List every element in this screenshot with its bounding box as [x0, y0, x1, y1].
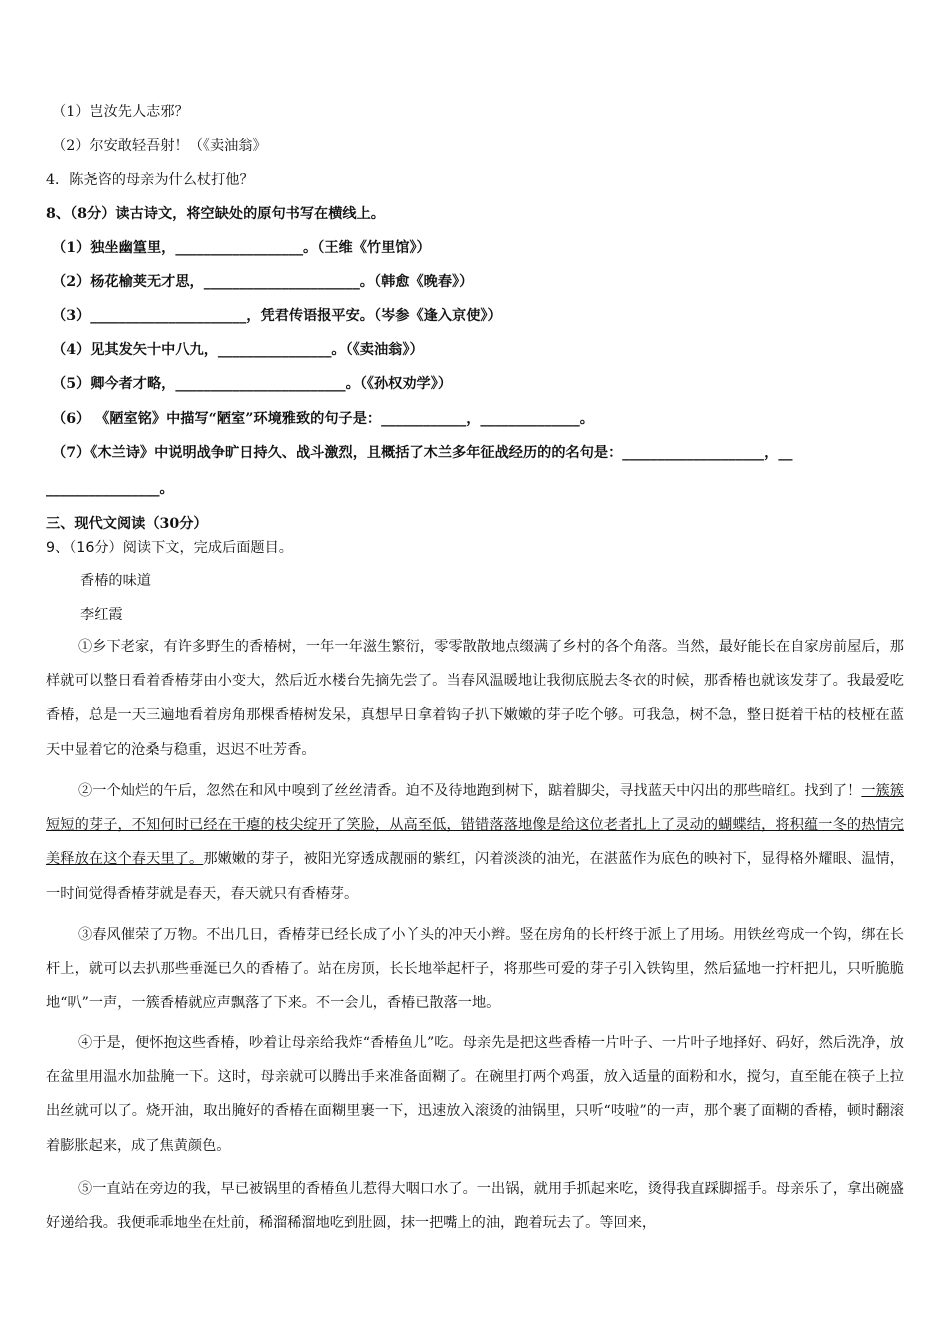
underlined-sentence: 一簇簇短短的芽子，不知何时已经在干瘪的枝尖绽开了笑脸，从高至低，错错落落地像是给这位老者扎上了灵动的蝴蝶结，将积蕴一冬的热情完美释放在这个春天里了。	[46, 783, 904, 868]
question-line-1: （1）岂汝先人志邪？	[52, 104, 189, 120]
q8-title: 8、（8分）读古诗文，将空缺处的原句书写在横线上。	[46, 206, 385, 222]
article-paragraph-1	[46, 630, 904, 767]
paragraph-text: ①乡下老家，有许多野生的香椿树，一年一年滋生繁衍，零零散散地点缀满了乡村的各个角落。当然，最好能长在自家房前屋后，那样就可以整日看着香椿芽由小变大，然后近水楼台先摘先尝了。当春风温暖地让我彻底脱去冬衣的时候，那香椿也就该发芽了。我最爱吃香椿，总是一天三遍地看着房角那棵香椿树发呆，真想早日拿着钩子扒下嫩嫩的芽子吃个够。可我急，树不急，整日挺着干枯的枝桠在蓝天中显着它的沧桑与稳重，迟迟不吐芳香。	[46, 639, 904, 758]
paragraph-text: ③春风催荣了万物。不出几日，香椿芽已经长成了小丫头的冲天小辫。竖在房角的长杆终于派上了用场。用铁丝弯成一个钩，绑在长杆上，就可以去扒那些垂涎已久的香椿了。站在房顶，长长地举起杆子，将那些可爱的芽子引入铁钩里，然后猛地一拧杆把儿，只听脆脆地“叭”一声，一簇香椿就应声飘落了下来。不一会儿，香椿已散落一地。	[46, 927, 904, 1012]
article-paragraph-4	[46, 1026, 904, 1163]
article-title: 香椿的味道	[80, 573, 151, 589]
paragraph-text: ⑤一直站在旁边的我，早已被锅里的香椿鱼儿惹得大咽口水了。一出锅，就用手抓起来吃，烫得我直踩脚摇手。母亲乐了，拿出碗盛好递给我。我便乖乖地坐在灶前，稀溜稀溜地吃到肚圆，抹一把嘴上的油，跑着玩去了。等回来，	[46, 1181, 904, 1232]
article-paragraph-2	[46, 774, 904, 911]
article-author: 李红霞	[80, 607, 123, 623]
paragraph-text: ②一个灿烂的午后，忽然在和风中嗅到了丝丝清香。迫不及待地跑到树下，踮着脚尖，寻找蓝天中闪出的那些暗红。找到了！	[78, 783, 862, 799]
q8-item: （4）见其发矢十中八九，________________。（《卖油翁》）	[52, 342, 424, 358]
q8-item: （1）独坐幽篁里，__________________。（王维《竹里馆》）	[52, 240, 431, 256]
article-paragraph-3	[46, 918, 904, 1021]
q8-item: （7）《木兰诗》中说明战争旷日持久、战斗激烈，且概括了木兰多年征战经历的的名句是：____________________，__	[52, 445, 793, 461]
q8-item: （2）杨花榆荚无才思，______________________。（韩愈《晚春》）	[52, 274, 474, 290]
section-heading: 三、现代文阅读（30分）	[46, 516, 208, 532]
q8-item: （6） 《陋室铭》中描写“陋室”环境雅致的句子是：____________，______________。	[52, 411, 594, 427]
article-paragraph-5	[46, 1172, 904, 1240]
q8-item: （5）卿今者才略，________________________。（《孙权劝学》）	[52, 376, 453, 392]
question-line-2: （2）尔安敢轻吾射！（《卖油翁》	[52, 138, 267, 154]
paragraph-text: ④于是，便怀抱这些香椿，吵着让母亲给我炸“香椿鱼儿”吃。母亲先是把这些香椿一片叶子、一片叶子地择好、码好，然后洗净，放在盆里用温水加盐腌一下。这时，母亲就可以腾出手来准备面糊了。在碗里打两个鸡蛋，放入适量的面粉和水，搅匀，直至能在筷子上拉出丝就可以了。烧开油，取出腌好的香椿在面糊里裹一下，迅速放入滚烫的油锅里，只听“吱啦”的一声，那个裹了面糊的香椿，顿时翻滚着膨胀起来，成了焦黄颜色。	[46, 1035, 904, 1154]
question-4: 4．陈尧咨的母亲为什么杖打他？	[46, 172, 254, 188]
paragraph-text: 那嫩嫩的芽子，被阳光穿透成靓丽的紫红，闪着淡淡的油光，在湛蓝作为底色的映衬下，显得格外耀眼、温情，一时间觉得香椿芽就是春天，春天就只有香椿芽。	[46, 851, 904, 902]
question-9: 9、（16分）阅读下文，完成后面题目。	[46, 540, 293, 556]
q8-item: （3）______________________，凭君传语报平安。（岑参《逢入京使》）	[52, 308, 502, 324]
q8-item-continuation: ________________。	[46, 481, 174, 497]
